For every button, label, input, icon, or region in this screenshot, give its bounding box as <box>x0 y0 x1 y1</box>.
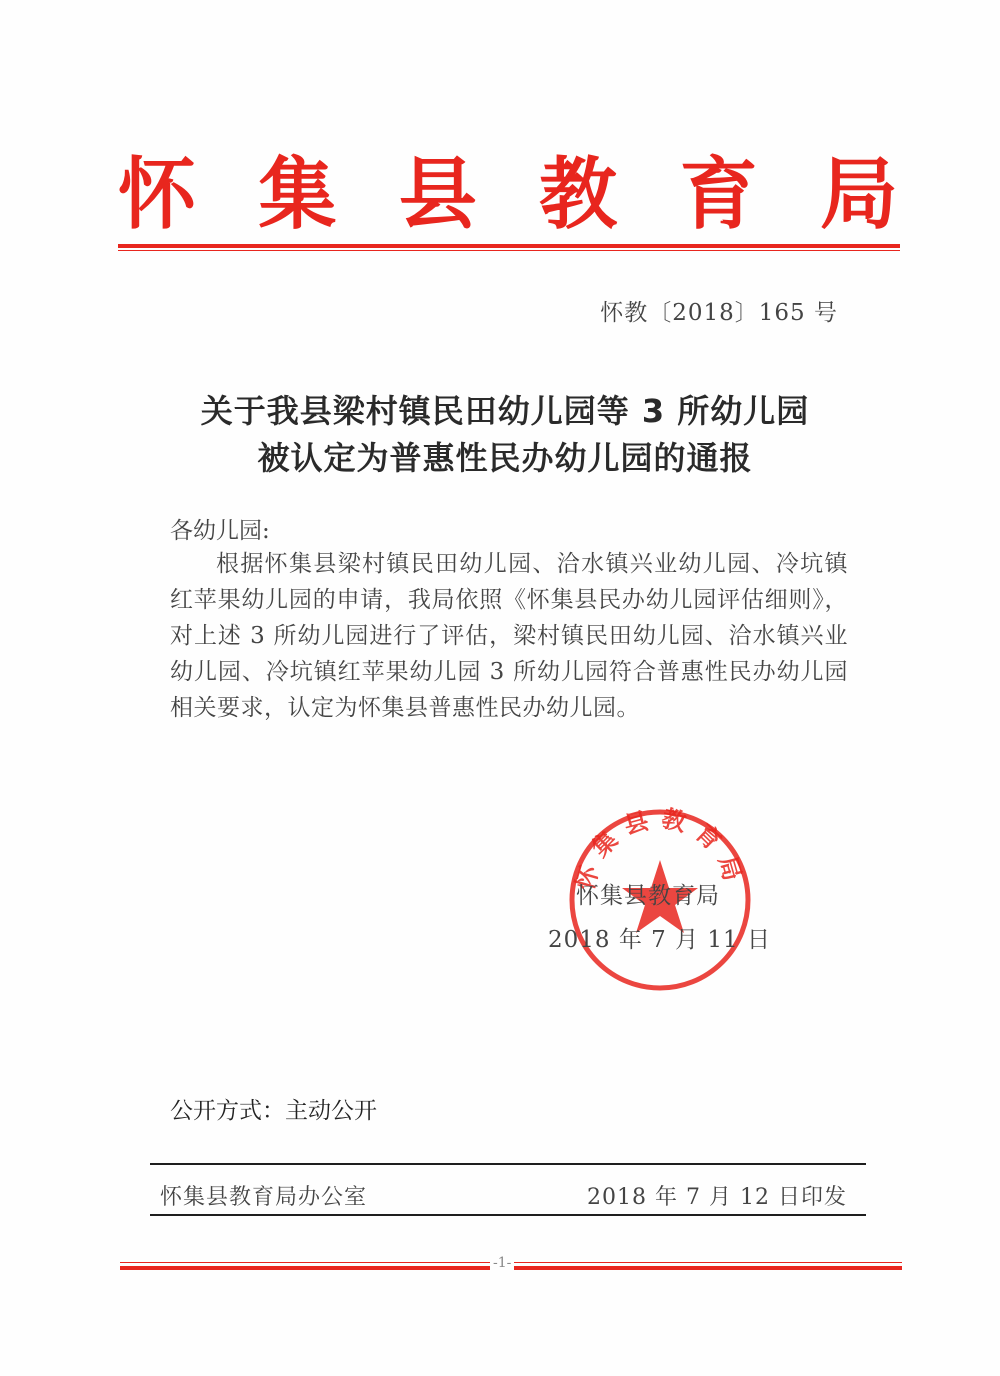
footer-office: 怀集县教育局办公室 <box>160 1185 368 1210</box>
body-paragraph: 根据怀集县梁村镇民田幼儿园、洽水镇兴业幼儿园、冷坑镇红苹果幼儿园的申请，我局依照《怀集县民办幼儿园评估细则》，对上述 3 所幼儿园进行了评估，梁村镇民田幼儿园、洽水镇兴业幼儿园、冷坑镇红苹果幼儿园 3 所幼儿园符合普惠性民办幼儿园相关要求，认定为怀集县普惠性民办幼儿园。 <box>170 551 848 721</box>
footer-rule-bottom <box>150 1214 866 1216</box>
signature-organization: 怀集县教育局 <box>576 883 720 909</box>
agency-header-char: 局 <box>819 149 898 240</box>
agency-header <box>118 150 898 240</box>
agency-header-char: 县 <box>398 149 477 240</box>
header-red-rule-thin <box>118 250 900 251</box>
salutation: 各幼儿园: <box>170 518 270 544</box>
document-title-line-2: 被认定为普惠性民办幼儿园的通报 <box>257 439 753 477</box>
page-number: -1- <box>490 1255 514 1271</box>
agency-header-char: 教 <box>539 149 618 240</box>
footer-print-date: 2018 年 7 月 12 日印发 <box>587 1185 847 1210</box>
agency-header-char: 集 <box>258 149 337 240</box>
header-red-rule-thick <box>118 244 900 248</box>
document-number: 怀教〔2018〕165 号 <box>600 300 838 326</box>
svg-text:怀集县教育局: 怀集县教育局 <box>570 805 750 894</box>
footer-rule-top <box>150 1163 866 1165</box>
signature-date: 2018 年 7 月 11 日 <box>548 927 771 953</box>
agency-header-char: 怀 <box>118 149 197 240</box>
disclosure-method: 公开方式：主动公开 <box>170 1098 377 1124</box>
agency-header-char: 育 <box>679 149 758 240</box>
document-title-line-1: 关于我县梁村镇民田幼儿园等 3 所幼儿园 <box>200 392 810 430</box>
